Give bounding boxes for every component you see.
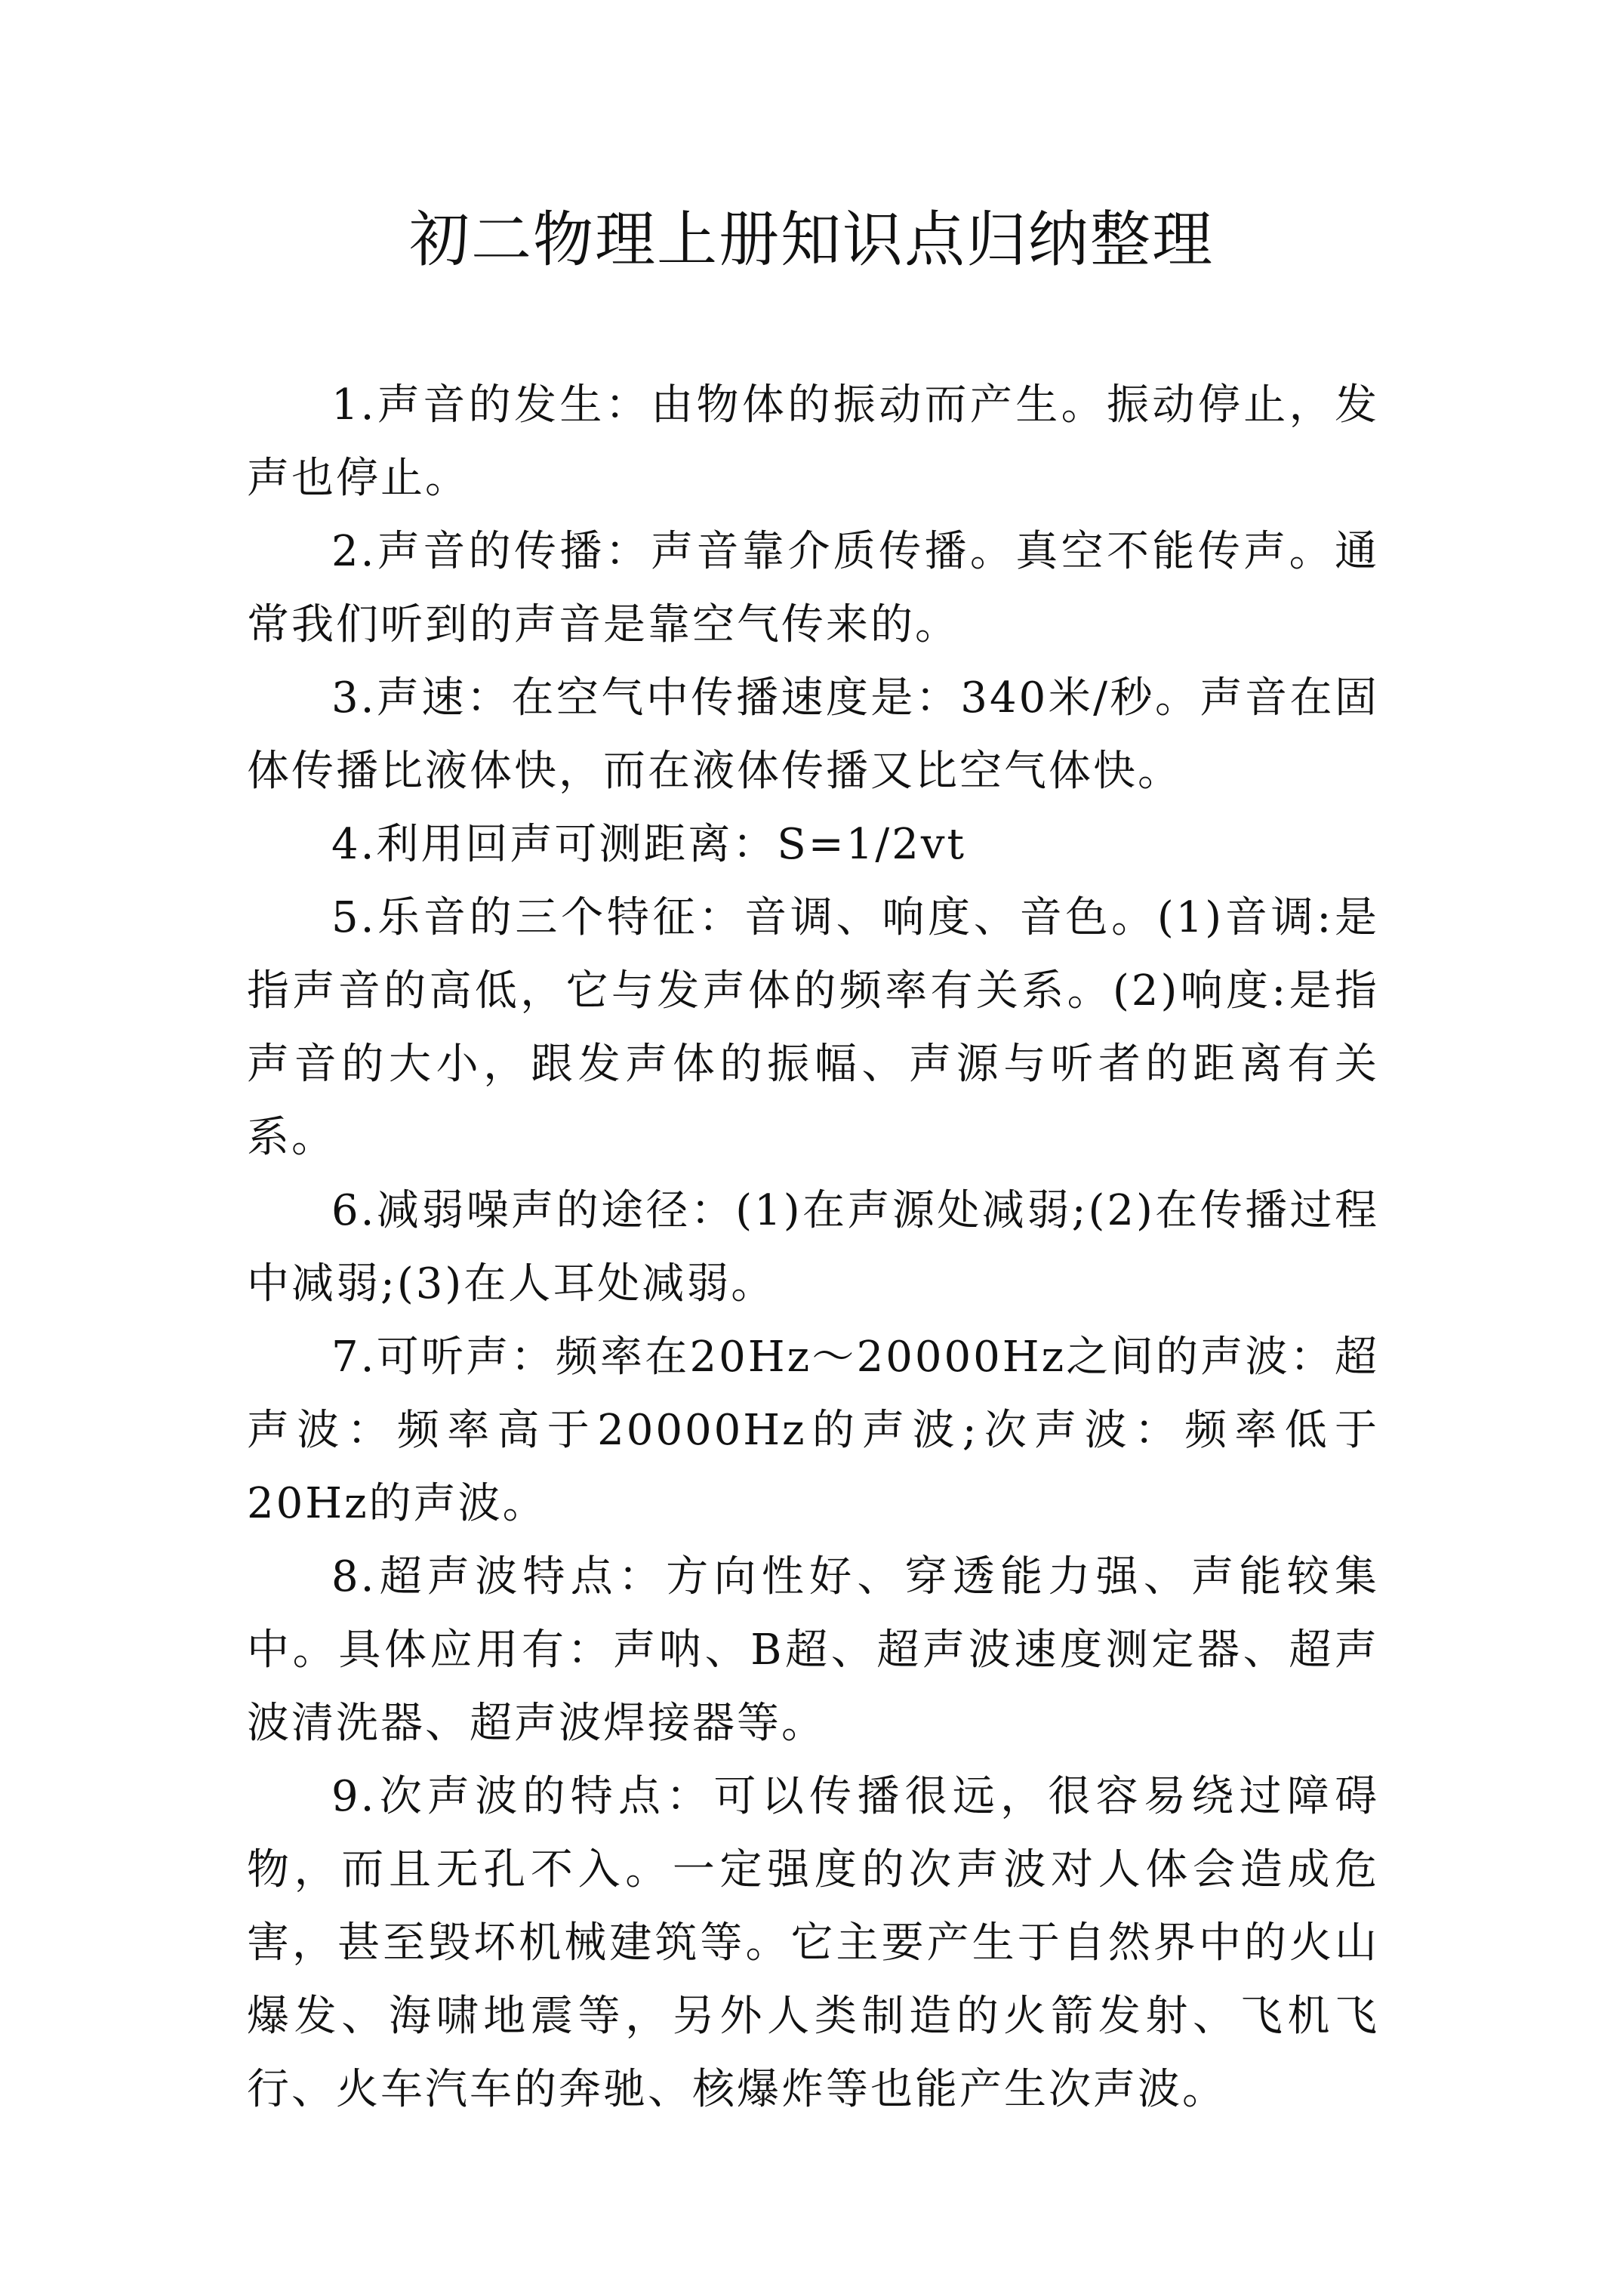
- paragraph-3: 3.声速：在空气中传播速度是：340米/秒。声音在固体传播比液体快，而在液体传播又比空气体快。: [247, 673, 1379, 796]
- document-title: 初二物理上册知识点归纳整理: [409, 205, 1214, 275]
- paragraph-4: 4.利用回声可测距离：S=1/2vt: [331, 820, 966, 869]
- paragraph-8: 8.超声波特点：方向性好、穿透能力强、声能较集中。具体应用有：声呐、B超、超声波速度测定器、超声波清洗器、超声波焊接器等。: [247, 1552, 1379, 1748]
- document-body: [247, 368, 1379, 2126]
- paragraph-7: 7.可听声：频率在20Hz～20000Hz之间的声波：超声波：频率高于20000Hz的声波;次声波：频率低于20Hz的声波。: [247, 1333, 1379, 1528]
- paragraph-9: 9.次声波的特点：可以传播很远，很容易绕过障碍物，而且无孔不入。一定强度的次声波对人体会造成危害，甚至毁坏机械建筑等。它主要产生于自然界中的火山爆发、海啸地震等，另外人类制造的火箭发射、飞机飞行、火车汽车的奔驰、核爆炸等也能产生次声波。: [247, 1772, 1379, 2114]
- paragraph-6: 6.减弱噪声的途径：(1)在声源处减弱;(2)在传播过程中减弱;(3)在人耳处减弱。: [247, 1186, 1379, 1308]
- paragraph-1: 1.声音的发生：由物体的振动而产生。振动停止，发声也停止。: [247, 381, 1379, 503]
- paragraph-5: 5.乐音的三个特征：音调、响度、音色。(1)音调:是指声音的高低，它与发声体的频率有关系。(2)响度:是指声音的大小，跟发声体的振幅、声源与听者的距离有关系。: [247, 893, 1379, 1162]
- paragraph-2: 2.声音的传播：声音靠介质传播。真空不能传声。通常我们听到的声音是靠空气传来的。: [247, 527, 1379, 649]
